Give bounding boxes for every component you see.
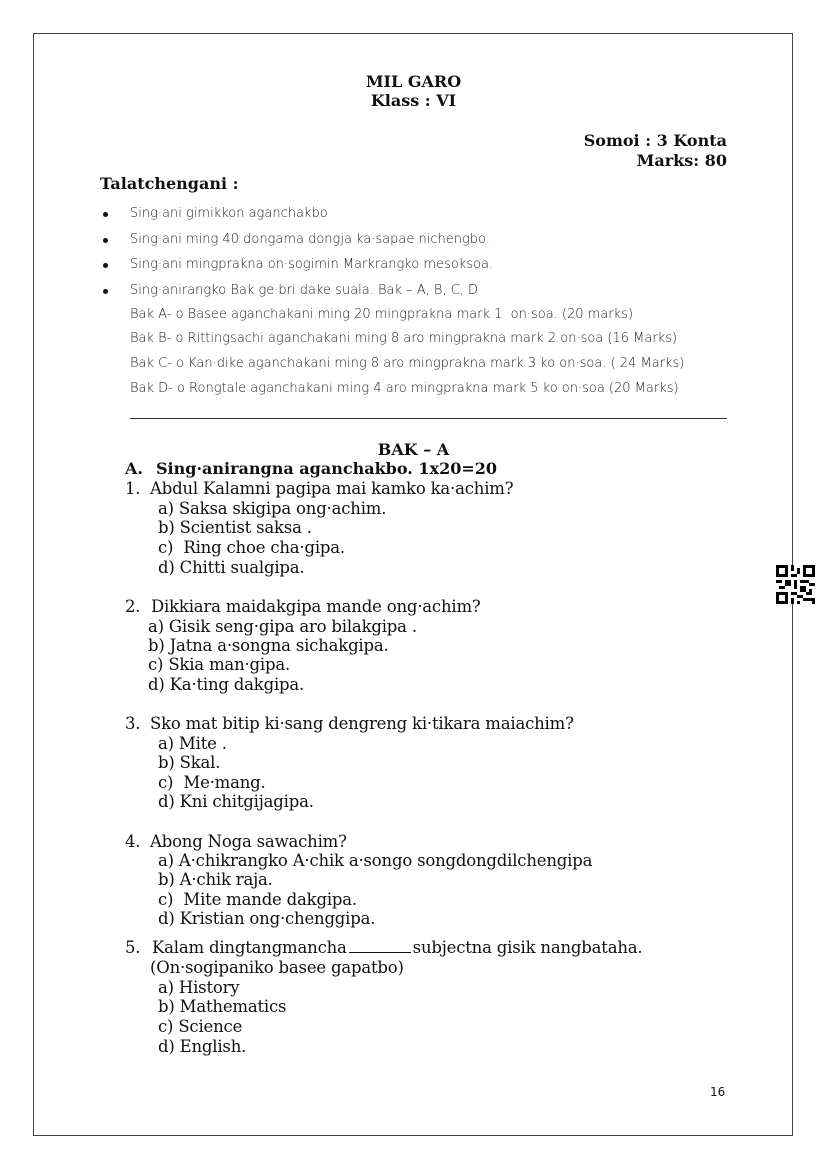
bullet-icon [103,263,108,268]
instruction-item: Sing·ani mingprakna on·sogimin Markrangko mesoksoa. [130,257,494,272]
divider [130,418,727,419]
option: d) Kni chitgijagipa. [158,792,314,811]
question-text [152,940,642,957]
section-info: Bak A- o Basee aganchakani ming 20 mingprakna mark 1 on·soa. (20 marks) [130,307,634,322]
time-label: Somoi : 3 Konta [583,131,727,150]
bullet-icon [103,238,108,243]
option: c) Me·mang. [158,773,266,792]
option: a) Gisik seng·gipa aro bilakgipa . [148,617,417,636]
option: a) Saksa skigipa ong·achim. [158,499,387,518]
option: c) Skia man·gipa. [148,655,291,674]
instruction-item: Sing·anirangko Bak ge·bri dake suala. Bak – A, B, C, D [130,283,479,298]
option: b) Skal. [158,753,221,772]
question-text: Abdul Kalamni pagipa mai kamko ka·achim? [150,479,514,498]
option: b) Mathematics [158,997,287,1016]
section-info: Bak B- o Rittingsachi aganchakani ming 8 aro mingprakna mark 2 on·soa (16 Marks) [130,331,678,346]
section-info: Bak C- o Kan·dike aganchakani ming 8 aro mingprakna mark 3 ko on·soa. ( 24 Marks) [130,356,685,371]
option: d) Ka·ting dakgipa. [148,675,305,694]
option: d) Chitti sualgipa. [158,558,305,577]
marks-label: Marks: 80 [636,151,727,170]
page-number: 16 [710,1085,726,1099]
question-text-before: Kalam dingtangmancha [152,938,347,957]
page-border [33,33,793,1136]
option: b) Jatna a·songna sichakgipa. [148,636,389,655]
option: c) Ring choe cha·gipa. [158,538,345,557]
option: c) Mite mande dakgipa. [158,890,357,909]
exam-title: MIL GARO [365,72,462,91]
bullet-icon [103,212,108,217]
option: c) Science [158,1017,243,1036]
option: b) Scientist saksa . [158,518,312,537]
option: a) Mite . [158,734,227,753]
question-number: 5. [125,938,141,957]
question-number: 1. [125,479,141,498]
question-number: 2. [125,597,141,616]
question-text-after: subjectna gisik nangbataha. [412,938,643,957]
option: d) English. [158,1037,247,1056]
question-number: 3. [125,714,141,733]
question-number: 4. [125,832,141,851]
question-note: (On·sogipaniko basee gapatbo) [150,958,404,977]
instructions-heading: Talatchengani : [100,174,239,193]
qr-code-icon [776,565,815,604]
class-label: Klass : VI [370,91,457,110]
question-text: Abong Noga sawachim? [150,832,347,851]
section-heading: Sing·anirangna aganchakbo. 1x20=20 [156,459,497,478]
section-title: BAK – A [377,440,450,459]
option: a) A·chikrangko A·chik a·songo songdongdilchengipa [158,851,593,870]
option: d) Kristian ong·chenggipa. [158,909,376,928]
instruction-item: Sing·ani ming 40 dongama dongja ka·sapae nichengbo. [130,232,490,247]
section-info: Bak D- o Rongtale aganchakani ming 4 aro mingprakna mark 5 ko on·soa (20 Marks) [130,381,679,396]
option: a) History [158,978,240,997]
section-label: A. [125,459,143,478]
fill-in-blank [349,952,411,953]
question-text: Sko mat bitip ki·sang dengreng ki·tikara maiachim? [150,714,574,733]
question-text: Dikkiara maidakgipa mande ong·achim? [151,597,481,616]
instruction-item: Sing·ani gimikkon aganchakbo [130,206,328,221]
bullet-icon [103,289,108,294]
option: b) A·chik raja. [158,870,273,889]
